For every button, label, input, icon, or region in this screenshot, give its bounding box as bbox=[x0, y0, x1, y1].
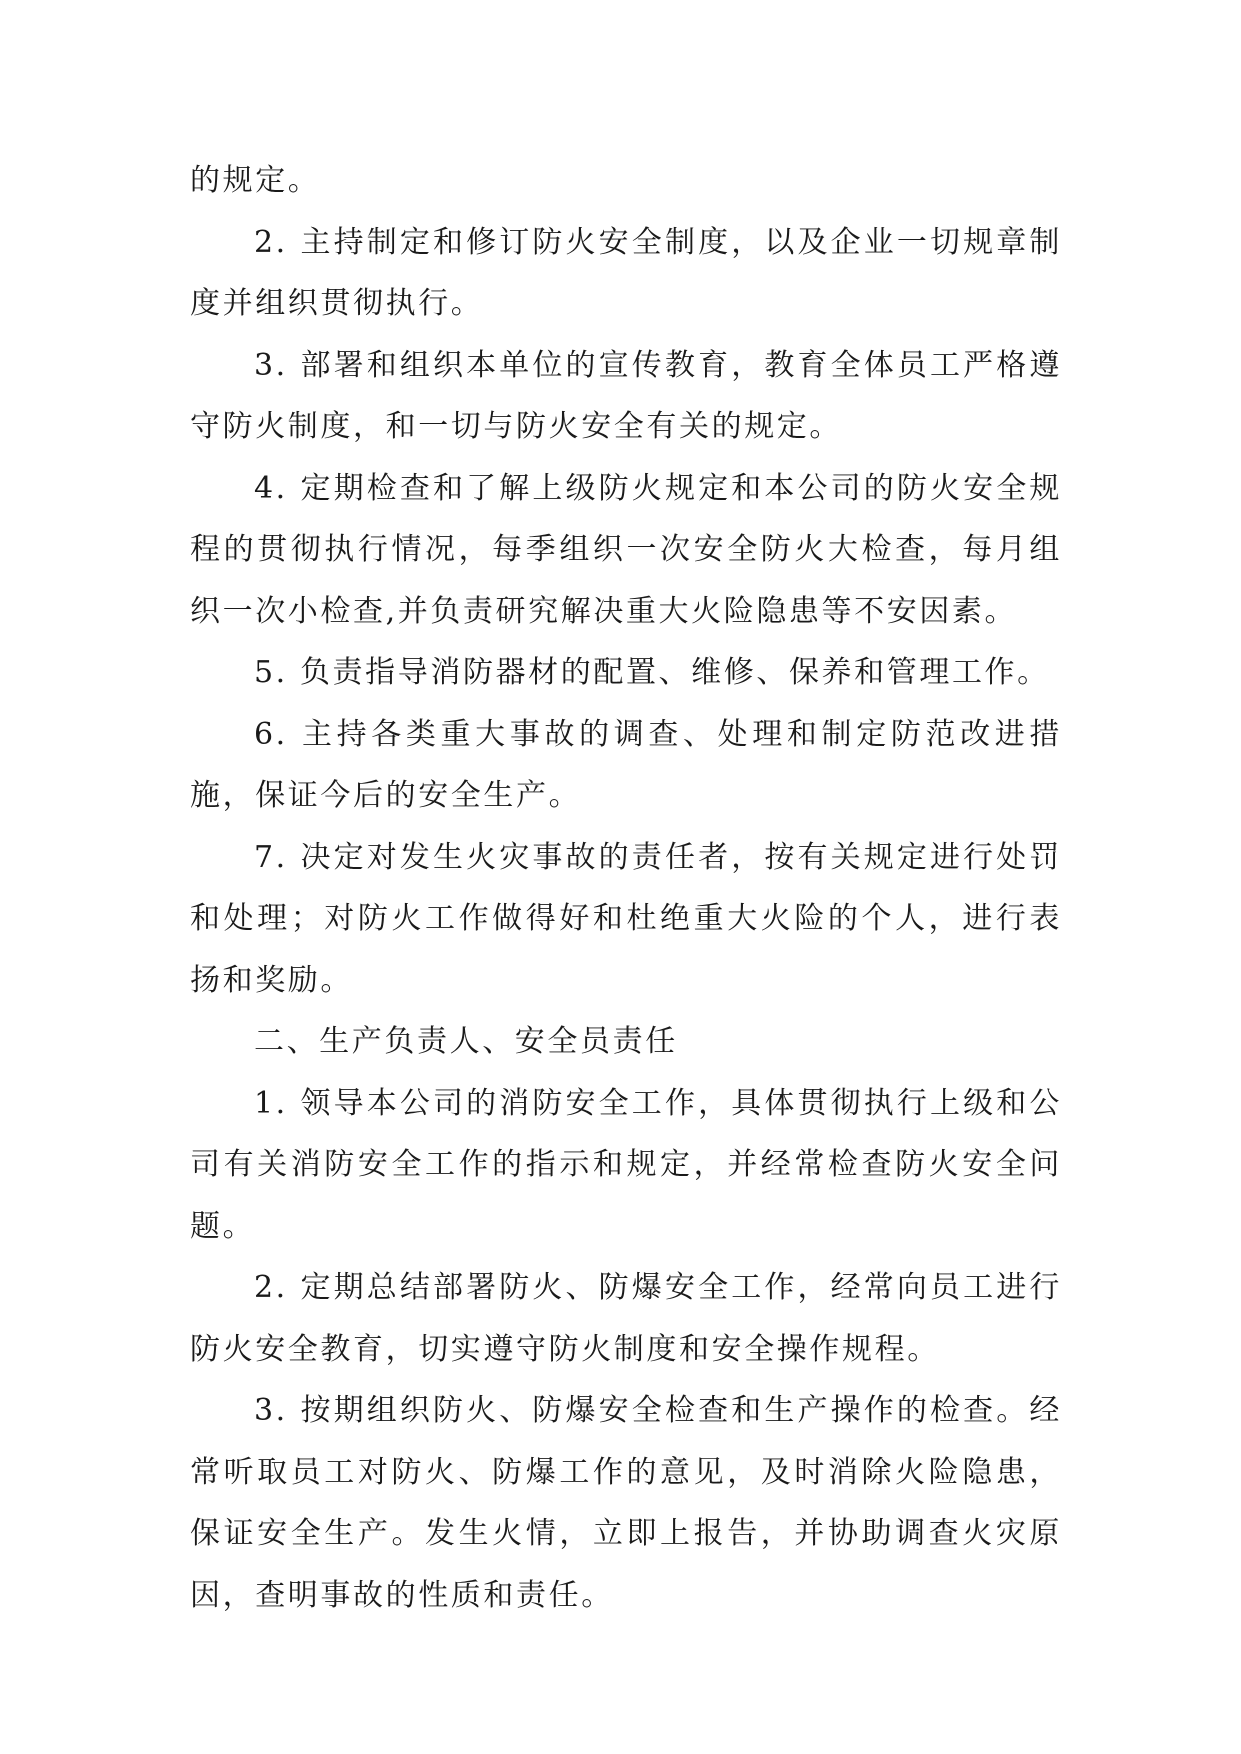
paragraph-item-6: 6. 主持各类重大事故的调查、处理和制定防范改进措施，保证今后的安全生产。 bbox=[190, 716, 1062, 813]
paragraph-item-3: 3. 部署和组织本单位的宣传教育，教育全体员工严格遵守防火制度，和一切与防火安全有关的规定。 bbox=[190, 347, 1062, 444]
paragraph-item-7: 7. 决定对发生火灾事故的责任者，按有关规定进行处罚和处理；对防火工作做得好和杜绝重大火险的个人，进行表扬和奖励。 bbox=[190, 839, 1062, 998]
paragraph-item-5: 5. 负责指导消防器材的配置、维修、保养和管理工作。 bbox=[254, 655, 1050, 690]
paragraph-section2-item-3: 3. 按期组织防火、防爆安全检查和生产操作的检查。经常听取员工对防火、防爆工作的意见，及时消除火险隐患，保证安全生产。发生火情，立即上报告，并协助调查火灾原因，查明事故的性质和责任。 bbox=[190, 1393, 1062, 1613]
paragraph-section2-item-1: 1. 领导本公司的消防安全工作，具体贯彻执行上级和公司有关消防安全工作的指示和规定，并经常检查防火安全问题。 bbox=[190, 1085, 1062, 1244]
paragraph-section2-item-2: 2. 定期总结部署防火、防爆安全工作，经常向员工进行防火安全教育，切实遵守防火制度和安全操作规程。 bbox=[190, 1270, 1062, 1367]
paragraph-continuation: 的规定。 bbox=[190, 163, 321, 198]
section-heading: 二、生产负责人、安全员责任 bbox=[254, 1024, 678, 1059]
paragraph-item-4: 4. 定期检查和了解上级防火规定和本公司的防火安全规程的贯彻执行情况，每季组织一次安全防火大检查，每月组织一次小检查,并负责研究解决重大火险隐患等不安因素。 bbox=[190, 470, 1062, 629]
paragraph-item-2: 2. 主持制定和修订防火安全制度，以及企业一切规章制度并组织贯彻执行。 bbox=[190, 224, 1062, 321]
document-body bbox=[190, 150, 1062, 1626]
